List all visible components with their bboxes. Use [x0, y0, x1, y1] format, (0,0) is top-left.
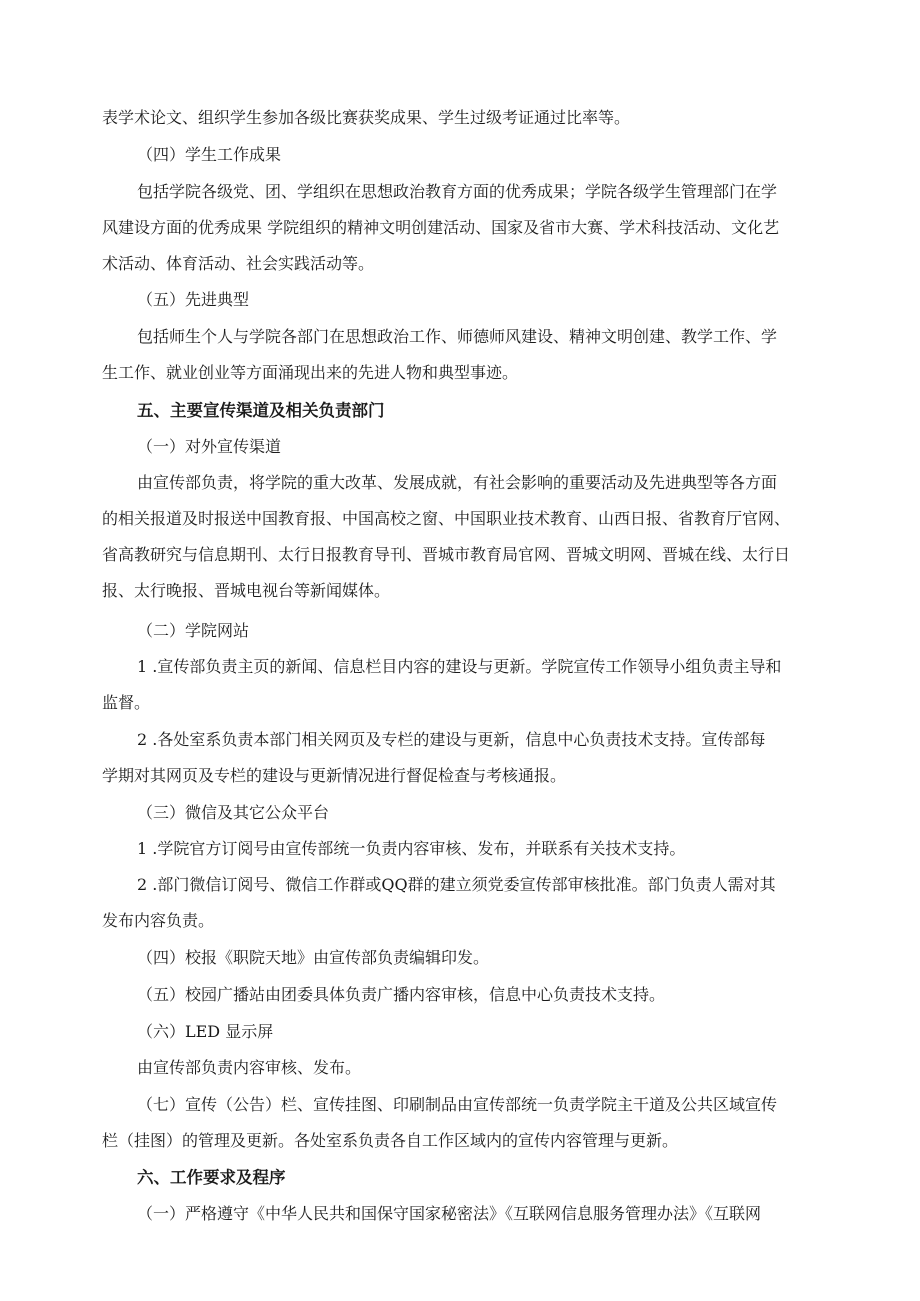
section-heading-6: 六、工作要求及程序 — [137, 1168, 286, 1187]
paragraph-website-1: 1 .宣传部负责主页的新闻、信息栏目内容的建设与更新。学院宣传工作领导小组负责主导和 监督。 — [102, 657, 782, 712]
subheading-advanced-models: （五）先进典型 — [137, 290, 250, 309]
paragraph-campus-radio: （五）校园广播站由团委具体负责广播内容审核，信息中心负责技术支持。 — [137, 985, 666, 1004]
paragraph-wechat-2: 2 .部门微信订阅号、微信工作群或QQ群的建立须党委宣传部审核批准。部门负责人需对其 发布内容负责。 — [102, 875, 776, 930]
paragraph-external-channels: 由宣传部负责，将学院的重大改革、发展成就，有社会影响的重要活动及先进典型等各方面 的相关报道及时报送中国教育报、中国高校之窗、中国职业技术教育、山西日报、省教育厅官网、 省高教研究与信息期刊、太行日报教育导刊、晋城市教育局官网、晋城文明网、晋城在线、太行日 报、太行晚报、晋城电视台等新闻媒体。 — [102, 473, 791, 600]
paragraph-school-newspaper: （四）校报《职院天地》由宣传部负责编辑印发。 — [137, 948, 490, 967]
paragraph-requirements-1: （一）严格遵守《中华人民共和国保守国家秘密法》《互联网信息服务管理办法》《互联网 — [137, 1204, 762, 1223]
paragraph-p1: 表学术论文、组织学生参加各级比赛获奖成果、学生过级考证通过比率等。 — [102, 108, 631, 127]
subheading-external-channels: （一）对外宣传渠道 — [137, 437, 282, 456]
paragraph-wechat-1: 1 .学院官方订阅号由宣传部统一负责内容审核、发布，并联系有关技术支持。 — [137, 839, 686, 858]
subheading-led-display: （六）LED 显示屏 — [137, 1022, 274, 1041]
paragraph-advanced-models: 包括师生个人与学院各部门在思想政治工作、师德师风建设、精神文明创建、教学工作、学 生工作、就业创业等方面涌现出来的先进人物和典型事迹。 — [102, 327, 778, 382]
subheading-student-work: （四）学生工作成果 — [137, 145, 282, 164]
paragraph-website-2: 2 .各处室系负责本部门相关网页及专栏的建设与更新，信息中心负责技术支持。宣传部每 学期对其网页及专栏的建设与更新情况进行督促检查与考核通报。 — [102, 730, 766, 785]
paragraph-led-display: 由宣传部负责内容审核、发布。 — [137, 1058, 362, 1077]
section-heading-5: 五、主要宣传渠道及相关负责部门 — [137, 401, 385, 420]
paragraph-student-work: 包括学院各级党、团、学组织在思想政治教育方面的优秀成果；学院各级学生管理部门在学 风建设方面的优秀成果 学院组织的精神文明创建活动、国家及省市大赛、学术科技活动、文化艺 术活动、体育活动、社会实践活动等。 — [102, 182, 780, 273]
subheading-wechat-platforms: （三）微信及其它公众平台 — [137, 803, 330, 822]
subheading-college-website: （二）学院网站 — [137, 621, 250, 640]
paragraph-bulletin-boards: （七）宣传（公告）栏、宣传挂图、印刷制品由宣传部统一负责学院主干道及公共区域宣传 栏（挂图）的管理及更新。各处室系负责各自工作区域内的宣传内容管理与更新。 — [102, 1095, 778, 1150]
